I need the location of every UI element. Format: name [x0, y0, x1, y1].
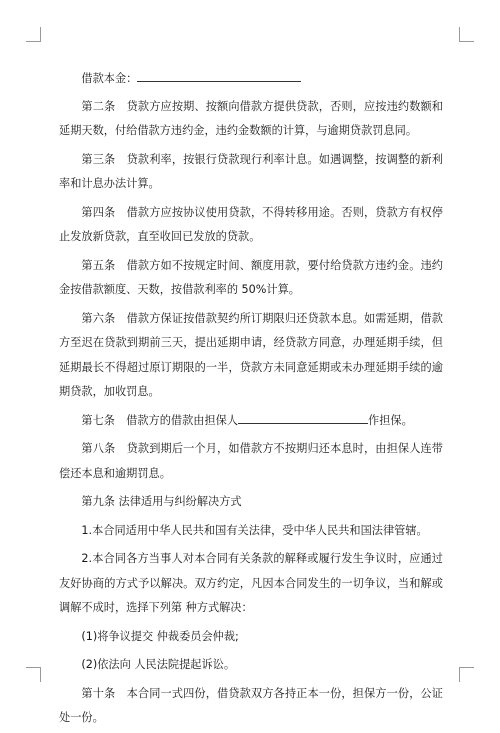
guarantor-blank — [238, 411, 368, 424]
principal-blank — [137, 69, 301, 82]
article-9-option-2: (2)依法向 人民法院提起诉讼。 — [81, 658, 236, 671]
principal-label: 借款本金： — [81, 72, 138, 85]
article-9-clause-1: 1.本合同适用中华人民共和国有关法律，受中华人民共和国法律管辖。 — [81, 523, 428, 537]
document-body — [59, 66, 443, 733]
article-7 — [59, 407, 443, 436]
crop-mark-bottom-left — [26, 667, 41, 682]
article-7-suffix: 作担保。 — [368, 413, 413, 427]
article-3: 第三条 贷款利率，按银行贷款现行利率计息。如遇调整，按调整的新利率和计息办法计算。 — [59, 152, 443, 190]
principal-line — [59, 66, 443, 93]
article-9-title: 第九条 法律适用与纠纷解决方式 — [81, 495, 242, 508]
article-2: 第二条 贷款方应按期、按额向借款方提供贷款，否则，应按违约数额和延期天数，付给借款方违约金，违约金数额的计算，与逾期贷款罚息同。 — [59, 99, 443, 137]
crop-mark-bottom-right — [459, 667, 474, 682]
crop-mark-top-left — [26, 27, 41, 42]
article-9-option-1: (1)将争议提交 仲裁委员会仲裁; — [81, 629, 239, 643]
article-4: 第四条 借款方应按协议使用贷款，不得转移用途。否则，贷款方有权停止发放新贷款，直至收回已发放的贷款。 — [59, 205, 443, 243]
crop-mark-top-right — [459, 27, 474, 42]
article-6: 第六条 借款方保证按借款契约所订期限归还贷款本息。如需延期，借款方至迟在贷款到期前三天，提出延期申请，经贷款方同意，办理延期手续，但延期最长不得超过原订期限的一半，贷款方未同意延期或未办理延期手续的逾期贷款，加收罚息。 — [59, 311, 443, 398]
article-5: 第五条 借款方如不按规定时间、额度用款，要付给贷款方违约金。违约金按借款额度、天数，按借款利率的 50%计算。 — [59, 258, 443, 296]
article-7-prefix: 第七条 借款方的借款由担保人 — [81, 413, 239, 427]
article-10: 第十条 本合同一式四份，借贷款双方各持正本一份，担保方一份，公证处一份。 — [59, 686, 443, 724]
article-8: 第八条 贷款到期后一个月，如借款方不按期归还本息时，由担保人连带偿还本息和逾期罚息。 — [59, 442, 443, 480]
article-9-clause-2: 2.本合同各方当事人对本合同有关条款的解释或履行发生争议时，应通过友好协商的方式予以解决。双方约定，凡因本合同发生的一切争议，当和解或调解不成时，选择下列第 种方式解决： — [59, 552, 443, 614]
